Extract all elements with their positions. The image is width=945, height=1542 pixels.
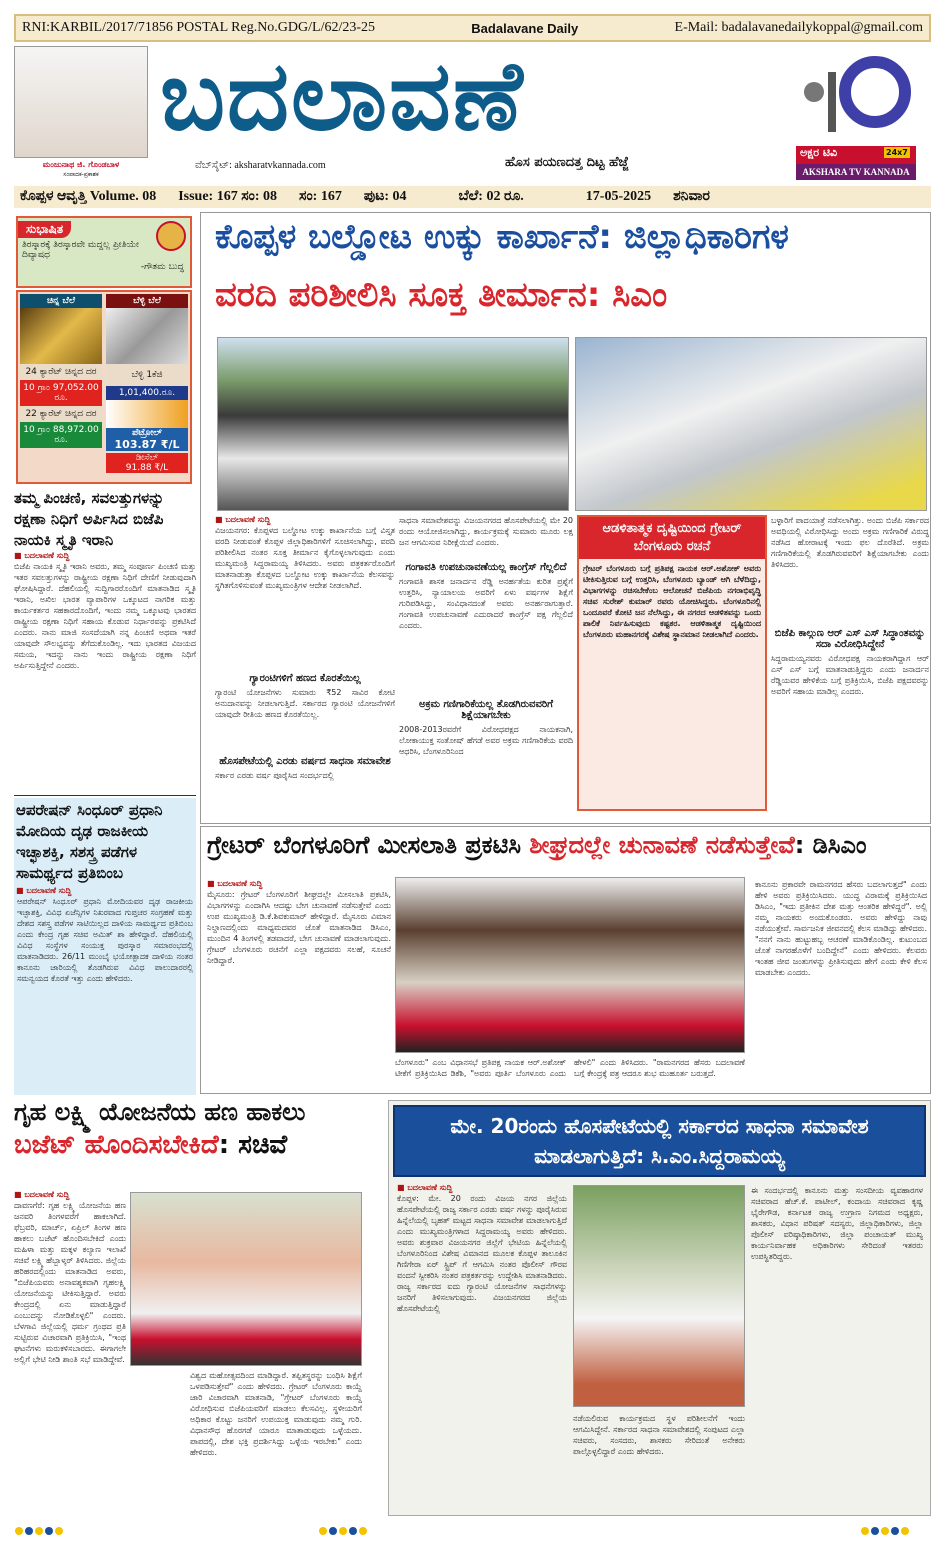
subhashita-author: -ಗೌತಮ ಬುದ್ಧ [140,262,184,272]
silver-label: ಬೆಳ್ಳಿ 1ಕೆಜಿ [106,364,188,386]
diesel-label: ಡೀಸೆಲ್ [106,453,188,463]
headline-part1: ಗ್ರೇಟರ್ ಬೆಂಗಳೂರಿಗೆ ಮೀಸಲಾತಿ ಪ್ರಕಟಿಸಿ [207,831,530,859]
gold22-label: 22 ಕ್ಯಾರೆಟ್ ಚಿನ್ನದ ದರ [20,406,102,422]
subhead: ಗ್ಯಾರಂಟಿಗಳಿಗೆ ಹಣದ ಕೊರತೆಯಿಲ್ಲ [249,673,361,684]
lead-col2b: ಗಂಗಾವತಿ ಶಾಸಕ ಜನಾರ್ದನ ರೆಡ್ಡಿ ಅನರ್ಹತೆಯ ಕುರಿತ ಪ್ರಶ್ನೆಗೆ ಉತ್ತರಿಸಿ, ನ್ಯಾಯಾಲಯ ಅವರಿಗೆ ಏಳು ವರ್ಷಗಳ ಶಿಕ್ಷೆಗೆ ಗುರಿಪಡಿಸಿದ್ದು, ಸಂವಿಧಾನದಂತೆ ಅವರು ಅನರ್ಹರಾಗುತ್ತಾರೆ. ಗಂಗಾವತಿ ಉಪಚುನಾವಣೆ ಎದುರಾದರೆ ಕಾಂಗ್ರೆಸ್ ಪಕ್ಷ ಗೆಲ್ಲಲಿದೆ ಎಂದರು. [399,577,573,630]
gold22-price: 10 ಗ್ರಾಂ 88,972.00 ರೂ. [20,422,102,448]
headline-part3: : ಡಿಸಿಎಂ [794,831,867,859]
subhead: ಗಂಗಾವತಿ ಉಪಚುನಾವಣೆಯಲ್ಲ ಕಾಂಗ್ರೆಸ್ ಗೆಲ್ಲಲಿದೆ [405,562,567,573]
dcm-col1: ಮೈಸೂರು: ಗ್ರೇಟರ್ ಬೆಂಗಳೂರಿಗೆ ಶೀಘ್ರದಲ್ಲೇ ಮೀಸಲಾತಿ ಪ್ರಕಟಿಸಿ, ವಿಭಾಗಗಳನ್ನು ಎಂದಾಗಿಸಿ ಆದಷ್ಟು ಬೇಗ ಚುನಾವಣೆ ನಡೆಸುತ್ತೇವೆ ಎಂದು ಉಪ ಮುಖ್ಯಮಂತ್ರಿ ಡಿ.ಕೆ.ಶಿವಕುಮಾರ್ ಹೇಳಿದ್ದಾರೆ. ಮೈಸೂರು ವಿಮಾನ ನಿಲ್ದಾಣದಲ್ಲಿಂದು ಮಾಧ್ಯಮದವರ ಜೊತೆ ಮಾತನಾಡಿದ ಡಿಸಿಎಂ, ಮುಂದಿನ 4 ತಿಂಗಳಲ್ಲಿ ತಡವಾದರೆ, ಬೇಗ ಚುನಾವಣೆ ಮಾಡಲಾಗುವುದು. ಗ್ರೇಟರ್ ಬೆಂಗಳೂರು ರಚನೆಗೆ ಎಲ್ಲಾ ಪಕ್ಷದವರು ಸಲಹೆ, ಸೂಚನೆ ನೀಡಿದ್ದಾರೆ. [207,890,391,965]
tv-247-badge: 24x7 [886,148,908,157]
tv-name: ಅಕ್ಷರ ಟಿವಿ [796,146,916,164]
sadhana-samavesha-story [388,1100,931,1516]
lead-col2c: 2008-2013ರವರೆಗೆ ವಿರೋಧಪಕ್ಷದ ನಾಯಕನಾಗಿ, ಲೋಕಾಯುಕ್ತ ಸಂತೋಷ್ ಹೆಗಡೆ ಅವರ ಅಕ್ರಮ ಗಣಿಗಾರಿಕೆಯ ವರದಿ ಆಧರಿಸಿ, ಬೆಂಗಳೂರಿನಿಂದ [399,725,573,756]
number: ಸಂ: 167 [299,189,342,204]
petrol-price: 103.87 ₹/L [106,438,188,451]
footer-dots-left [14,1520,64,1539]
lead-col1b: ಗ್ಯಾರಂಟಿ ಯೋಜನೆಗಳು ಸುಮಾರು ₹52 ಸಾವಿರ ಕೋಟಿ ಅನುದಾನವನ್ನು ನೀಡಲಾಗುತ್ತಿದೆ. ಸರ್ಕಾರದ ಗ್ಯಾರಂಟಿ ಯೋಜನೆಗಳಿಗೆ ಯಾವುದೇ ರೀತಿಯ ಹಣದ ಕೊರತೆಯಿಲ್ಲ. [215,688,395,719]
editor-name: ಮಂಜುನಾಥ ಜಿ. ಗೊಂಡಬಾಳ [42,160,120,169]
box-headline: ಆಡಳಿತಾತ್ಮಕ ದೃಷ್ಟಿಯಿಂದ ಗ್ರೇಟರ್ ಬೆಂಗಳೂರು ರಚನೆ [579,517,765,559]
lead-col1: ವಿಜಯನಗರ: ಕೊಪ್ಪಳದ ಬಲ್ಡೋಟ ಉಕ್ಕು ಕಾರ್ಖಾನೆಯ ಬಗ್ಗೆ ವಿಸ್ತೃತ ವರದಿ ನೀಡುವಂತೆ ಕೊಪ್ಪಳ ಜಿಲ್ಲಾಧಿಕಾರಿಗಳಿಗೆ ಸೂಚಿಸಲಾಗಿದ್ದು, ವರದಿ ಪರಿಶೀಲಿಸಿದ ನಂತರ ಸೂಕ್ತ ತೀರ್ಮಾನ ಕೈಗೊಳ್ಳಲಾಗುವುದು ಎಂದು ಮುಖ್ಯಮಂತ್ರಿ ಸಿದ್ದರಾಮಯ್ಯ ತಿಳಿಸಿದರು. ಅವರು ಪತ್ರಕರ್ತರೊಂದಿಗೆ ಮಾತನಾಡುತ್ತಾ ಕೊಪ್ಪಳದ ಬಲ್ಡೋಟ ಉಕ್ಕು ಕಾರ್ಖಾನೆಯ ಕೆಲಸವನ್ನು ಸ್ಥಗಿತಗೊಳಿಸುವಂತೆ ಮುಖ್ಯಮಂತ್ರಿಗಳ ಆದೇಶ ನೀಡಲಾಗಿದೆ. [215,526,395,590]
dcm-story [200,826,931,1094]
headline-line1: ಗೃಹ ಲಕ್ಷ್ಮಿ ಯೋಜನೆಯ ಹಣ ಹಾಕಲು [14,1098,306,1126]
article-smriti-irani [14,488,196,793]
silver-image [106,308,188,364]
lead-col1c: ಸರ್ಕಾರ ಎರಡು ವರ್ಷ ಪೂರೈಸಿದ ಸಂದರ್ಭದಲ್ಲಿ [215,771,334,780]
lead-col2: ಸಾಧನಾ ಸಮಾವೇಶವನ್ನು ವಿಜಯನಗರದ ಹೊಸಪೇಟೆಯಲ್ಲಿ ಮೇ 20 ರಂದು ಆಯೋಜಿಸಲಾಗಿದ್ದು, ಕಾರ್ಯಕ್ರಮಕ್ಕೆ ಸುಮಾರು ಮೂರು ಲಕ್ಷ ಜನ ಆಗಮಿಸುವ ನಿರೀಕ್ಷೆಯಿದೆ ಎಂದರು. [399,516,573,547]
subhead: ಹೊಸಪೇಟೆಯಲ್ಲಿ ಎರಡು ವರ್ಷದ ಸಾಧನಾ ಸಮಾವೇಶ [219,756,391,767]
pages: ಪುಟ: 04 [363,189,407,204]
byline: ■ ಬದಲಾವಣೆ ಸುದ್ದಿ [14,1190,70,1199]
date: 17-05-2025 [585,189,652,204]
subhead: ಬಿಜೆಪಿ ಕಾಲ್ಗುಣ ಆರ್ ಎಸ್ ಎಸ್ ಸಿದ್ಧಾಂತವನ್ನು ಸದಾ ವಿರೋಧಿಸಿದ್ದೇನೆ [774,628,926,650]
lead-photo-2 [575,337,927,511]
article-body: ಆಪರೇಷನ್ ಸಿಂಧೂರ್ ಪ್ರಧಾನಿ ಮೋದಿಯವರ ದೃಢ ರಾಜಕೀಯ ಇಚ್ಛಾಶಕ್ತಿ, ವಿವಿಧ ಏಜೆನ್ಸಿಗಳ ನಿಖರವಾದ ಗುಪ್ತಚರ ಸಂಗ್ರಹಣೆ ಮತ್ತು ದೇಶದ ಸಶಸ್ತ್ರ ಪಡೆಗಳ ಸಾಟಿಯಿಲ್ಲದ ದಾಳಿಯ ಸಾಮರ್ಥ್ಯದ ಪ್ರತಿಬಿಂಬ ಎಂದು ಕೇಂದ್ರ ಗೃಹ ಸಚಿವ ಅಮಿತ್ ಶಾ ಹೇಳಿದ್ದಾರೆ. ದೆಹಲಿಯಲ್ಲಿ ವಿವಿಧ ಸಂಸ್ಥೆಗಳ ಸಂಯುಕ್ತ ಪುರಸ್ಕಾರ ಸಮಾರಂಭದಲ್ಲಿ ಮಾತನಾಡಿದರು. 26/11 ಮುಂಬೈ ಭಯೋತ್ಪಾದಕ ದಾಳಿಯ ನಂತರ ಕಾನೂನು ಜಾರಿಯಲ್ಲಿ ತೊಡಗಿರುವ ವಿವಿಧ ಪಾಲುದಾರರಲ್ಲಿ ಸಮನ್ವಯದ ಕೊರತೆ ಇತ್ತು ಎಂದು ಹೇಳಿದರು. [17,897,193,983]
email: E-Mail: badalavanedailykoppal@gmail.com [674,20,923,35]
subhead: ಅಕ್ರಮ ಗಣಿಗಾರಿಕೆಯಲ್ಲ ತೊಡಗಿರುವವರಿಗೆ ಶಿಕ್ಷೆಯಾಗಬೇಕು [419,699,553,721]
gold24-label: 24 ಕ್ಯಾರೆಟ್ ಚಿನ್ನದ ದರ [20,364,102,380]
headline-line1: ಕೊಪ್ಪಳ ಬಲ್ಡೋಟ ಉಕ್ಕು ಕಾರ್ಖಾನೆ: ಜಿಲ್ಲಾಧಿಕಾರಿಗಳ [215,217,789,257]
greater-bengaluru-box [577,515,767,811]
dcm-photo [395,877,745,1053]
subhashita-box [16,216,192,288]
article-operation-sindoor [14,798,196,1095]
byline: ■ ಬದಲಾವಣೆ ಸುದ್ದಿ [397,1183,453,1192]
dcm-under-photo: ಬೆಂಗಳೂರು" ಎಂಬ ವಿಧಾನಸಭೆ ಪ್ರತಿಪಕ್ಷ ನಾಯಕ ಆರ್.ಅಶೋಕ್ ಟೀಕೆಗೆ ಪ್ರತಿಕ್ರಿಯಿಸಿದ ಡಿಕೆಶಿ, "ಅವರು ಪೂರ್ತಿ ಬೆಂಗಳೂರು ಎಂದು ಹೇಳಲಿ" ಎಂದು ತಿಳಿಸಿದರು. "ರಾಮನಗರದ ಹೆಸರು ಬದಲಾವಣೆ ಬಗ್ಗೆ ಕೇಂದ್ರಕ್ಕೆ ಪತ್ರ ಆದರೂ ಶುಭ ಮುಹೂರ್ತ ಬರುತ್ತದೆ. [395,1058,745,1078]
headline: ಮೇ. 20ರಂದು ಹೊಸಪೇಟೆಯಲ್ಲಿ ಸರ್ಕಾರದ ಸಾಧನಾ ಸಮಾವೇಶ ಮಾಡಲಾಗುತ್ತಿದೆ: ಸಿ.ಎಂ.ಸಿದ್ದರಾಮಯ್ಯ [393,1105,926,1177]
gl-col2: ವಿಶ್ವದ ಮಹೋತ್ಸವದಿಂದ ಮಾಡಿದ್ದಾರೆ. ತಪ್ಪಿತಸ್ಥರನ್ನು ಬಂಧಿಸಿ ಶಿಕ್ಷೆಗೆ ಒಳಪಡಿಸುತ್ತೇವೆ" ಎಂದು ಹೇಳಿದರು. ಗ್ರೇಟರ್ ಬೆಂಗಳೂರು ಕಾಯ್ದೆ ಜಾರಿ ವಿಚಾರವಾಗಿ ಮಾತನಾಡಿ, "ಗ್ರೇಟರ್ ಬೆಂಗಳೂರು ಕಾಯ್ದೆ ವಿರೋಧಿಸುವ ಬಿಜೆಪಿಯವರಿಗೆ ಮಾಡಲು ಕೆಲಸವಿಲ್ಲ. ಸ್ಥಳೀಯರಿಗೆ ಅಧಿಕಾರ ಕೊಟ್ಟು ಜನರಿಗೆ ಉಪಯುಕ್ತ ಮಾಡುವುದು ನಮ್ಮ ಗುರಿ. ವಿಧಾನಸೌಧ ಹೊರಗಡೆ ಯಾರೂ ಮಾತಾಡುವುದು ಒಳ್ಳೆಯದು. ಪಾಪದಲ್ಲಿ, ದೇಶ ಭಕ್ತಿ ಪ್ರದರ್ಶಿಸಿದ್ದು ಒಳ್ಳೆಯ ಇರಬೇಕು" ಎಂದು ಹೇಳಿದರು. [190,1371,362,1457]
gl-col1: ದಾವಣಗೆರೆ: ಗೃಹ ಲಕ್ಷ್ಮಿ ಯೋಜನೆಯ ಹಣ ಜನವರಿ ತಿಂಗಳವರೆಗೆ ಹಾಕಲಾಗಿದೆ. ಫೆಬ್ರವರಿ, ಮಾರ್ಚ್, ಏಪ್ರಿಲ್ ತಿಂಗಳ ಹಣ ಹಾಕಲು ಬಜೆಟ್ ಹೊಂದಿಸಬೇಕಿದೆ ಎಂದು ಮಹಿಳಾ ಮತ್ತು ಮಕ್ಕಳ ಕಲ್ಯಾಣ ಇಲಾಖೆ ಸಚಿವೆ ಲಕ್ಷ್ಮಿ ಹೆಬ್ಬಾಳ್ಕರ್ ತಿಳಿಸಿದರು. ಜಿಲ್ಲೆಯ ಹರಿಹರದಲ್ಲಿಂದು ಮಾತನಾಡಿದ ಅವರು, "ಬಿಜೆಪಿಯವರು ಅನಾವಶ್ಯಕವಾಗಿ ಗೃಹಲಕ್ಷ್ಮಿ ಯೋಜನೆಯನ್ನು ಟೀಕಿಸುತ್ತಿದ್ದಾರೆ. ಅವರು ಕೇಂದ್ರದಲ್ಲಿ ಏನು ಮಾಡುತ್ತಿದ್ದಾರೆ ಎಂಬುದನ್ನು ನೋಡಿಕೊಳ್ಳಲಿ" ಎಂದರು. ಬೆಳಗಾವಿ ಜಿಲ್ಲೆಯಲ್ಲಿ ಧರ್ಮ ಗ್ರಂಥದ ಪ್ರತಿ ಸುಟ್ಟಿರುವ ವಿಚಾರವಾಗಿ ಪ್ರತಿಕ್ರಿಯಿಸಿ, "ಇಂಥ ಘಟನೆಗಳು ಮರುಕಳಿಸಬಾರದು. ಈಗಾಗಲೇ ಅಲ್ಲಿಗೆ ಭೇಟಿ ನೀಡಿ ಶಾಂತಿ ಸಭೆ ಮಾಡಿದ್ದೇವೆ. [14,1201,126,1364]
byline: ■ ಬದಲಾವಣೆ ಸುದ್ದಿ [16,886,72,895]
price-box [16,290,192,484]
byline: ■ ಬದಲಾವಣೆ ಸುದ್ದಿ [207,879,263,888]
silver-title: ಬೆಳ್ಳಿ ಬೆಲೆ [106,294,188,308]
lead-col4b: ಸಿದ್ದರಾಮಯ್ಯನವರು ವಿರೋಧಪಕ್ಷ ನಾಯಕರಾಗಿದ್ದಾಗ ಆರ್ ಎಸ್ ಎಸ್ ಬಗ್ಗೆ ಮಾತನಾಡುತ್ತಿದ್ದರು ಎಂದು ಜನಾರ್ದನ ರೆಡ್ಡಿಯವರ ಹೇಳಿಕೆಯ ಬಗ್ಗೆ ಪ್ರತಿಕ್ರಿಯಿಸಿ, ಬಿಜೆಪಿ ಪಕ್ಷದವರನ್ನು ಅವರಿಗೆ ಸಹಾಯ ಮಾಡಿಲ್ಲ ಎಂದರು. [771,654,929,696]
footer-dots-center [318,1520,368,1539]
byline: ■ ಬದಲಾವಣೆ ಸುದ್ದಿ [215,515,271,524]
subhashita-label: ಸುಭಾಷಿತ [18,221,71,238]
edition: ಕೊಪ್ಪಳ ಆವೃತ್ತಿ Volume. 08 [20,189,157,204]
masthead-logo: ಬದಲಾವಣೆ [160,40,525,152]
paper-name-en: Badalavane Daily [471,20,579,36]
issue-info-bar [14,186,931,208]
dcm-col3: ಕಾನೂನು ಪ್ರಕಾರವೇ ರಾಮನಗರದ ಹೆಸರು ಬದಲಾಗುತ್ತದೆ" ಎಂದು ಹೇಳಿ ಅವರು ಪ್ರತಿಕ್ರಿಯಿಸಿದರು. ಯುದ್ಧ ವಿರಾಮಕ್ಕೆ ಪ್ರತಿಕ್ರಿಯಿಸಿದ ಡಿಸಿಎಂ, "ಇದು ಪ್ರತೀಕಿನ ದೇಶ ಮತ್ತು ಆಂತರಿಕ ಹೇಳಿದ್ದರೆ". ಅಲ್ಲಿ ನಮ್ಮ ನಾಯಕರು ಅಂದುಕೊಂಡರು. ಅವರು ಹೇಳಿದ್ದು ನಾವು ನಡೆಯುತ್ತೇವೆ. ಸಾರ್ವಜನಿಕ ಜೀವನದಲ್ಲಿ ಕೆಲಸ ಮಾಡಿದ್ದು ಹೇಳಿದರು. "ನನಗೆ ನಾನು ಹುಟ್ಟುಹಬ್ಬ ಆಚರಣೆ ಮಾಡಿಕೊಂಡಿಲ್ಲ. ಕುಟುಂಬದ ಜೊತೆ ನಾಗರಹೊಳೆಗೆ ಬಂದಿದ್ದೇನೆ" ಎಂದು ಹೇಳಿದರು. ಕೆಲವರು ಇಂತಹ ಜೀವ ಜಂತುಗಳನ್ನು ಪ್ರೀತಿಸುವುದು ಹೇಗೆ ಎಂದು ಕೇಳಿ ಕೆಲಸ ಮಾಡಬೇಕು ಎಂದರು. [755,880,927,977]
subhashita-text: ತಿರಸ್ಕಾರಕ್ಕೆ ತಿರಸ್ಕಾರವೇ ಮದ್ದಲ್ಲ ಪ್ರೀತಿಯೇ ದಿವ್ಯಾಷಧ [22,240,139,260]
byline: ■ ಬದಲಾವಣೆ ಸುದ್ದಿ [14,551,70,560]
headline-line2: ವರದಿ ಪರಿಶೀಲಿಸಿ ಸೂಕ್ತ ತೀರ್ಮಾನ: ಸಿಎಂ [215,275,668,315]
divider [14,795,196,796]
headline: ಆಪರೇಷನ್ ಸಿಂಧೂರ್ ಪ್ರಧಾನಿ ಮೋದಿಯ ದೃಢ ರಾಜಕೀಯ ಇಚ್ಛಾಶಕ್ತಿ, ಸಶಸ್ತ್ರ ಪಡೆಗಳ ಸಾಮರ್ಥ್ಯದ ಪ್ರತಿಬಿಂಬ [16,801,163,882]
article-body: ಬಿಜೆಪಿ ನಾಯಕಿ ಸ್ಮೃತಿ ಇರಾನಿ ಅವರು, ತಮ್ಮ ಸಂಪೂರ್ಣ ಪಿಂಚಣಿ ಮತ್ತು ಇತರ ಸವಲತ್ತುಗಳನ್ನು ರಾಷ್ಟ್ರೀಯ ರಕ್ಷಣಾ ನಿಧಿಗೆ ದೇಣಿಗೆ ನೀಡುವುದಾಗಿ ಘೋಷಿಸಿದ್ದಾರೆ. ದೆಹಲಿಯಲ್ಲಿ ಸುದ್ದಿಗಾರರೊಂದಿಗೆ ಮಾತನಾಡಿದ ಸ್ಮೃತಿ ಇರಾನಿ, ಅಖಿಲ ಭಾರತ ವ್ಯಾಪಾರಿಗಳ ಒಕ್ಕೂಟದ ನಾಗರಿಕ ಮತ್ತು ಕಾರ್ಯಕರ್ತರ ಸಹಕಾರದೊಂದಿಗೆ, ಇಂದು ನಮ್ಮ ಒಕ್ಕೂಟವು ಭಾರತದ ರಾಷ್ಟ್ರೀಯ ರಕ್ಷಣಾ ನಿಧಿಗೆ ಸಹಾಯ ಕೊಡುವ ನಿರ್ಧಾರವನ್ನು ಪ್ರಕಟಿಸಿದೆ ಎಂದರು. ನಾನು ಮಾಜಿ ಸಂಸದೆಯಾಗಿ ನನ್ನ ಪಿಂಚಣಿ ಅಥವಾ ಇತರೆ ಯಾವುದೇ ಸೌಲಭ್ಯವನ್ನು ತೆಗೆದುಕೊಂಡಿಲ್ಲ. ಇದು ಭಾರತದ ವಿಜಯದ ಸಮಯ, ಇದನ್ನು ನಾನು ಇಂದು ರಾಷ್ಟ್ರೀಯ ರಕ್ಷಣಾ ನಿಧಿಗೆ ಅರ್ಪಿಸುತ್ತಿದ್ದೇನೆ ಎಂದರು. [14,562,196,670]
tv-logo-icon [800,52,920,142]
fuel-pump-icon [106,400,188,428]
lead-photo-1 [217,337,569,511]
website: ವೆಬ್‌ಸೈಟ್: aksharatvkannada.com [195,160,326,171]
lead-col4: ಬಳ್ಳಾರಿಗೆ ಪಾದಯಾತ್ರೆ ನಡೆಸಲಾಗಿತ್ತು. ಅಂದು ಬಿಜೆಪಿ ಸರ್ಕಾರದ ಅವಧಿಯಲ್ಲಿ ವಿರೋಧಿಸಿದ್ದು ಅಂದು ಅಕ್ರಮ ಗಣಿಗಾರಿಕೆ ವಿರುದ್ಧ ನಡೆಸಿದ ಹೋರಾಟಕ್ಕೆ ಇಂದು ಫಲ ದೊರೆತಿದೆ. ಅಕ್ರಮ ಗಣಿಗಾರಿಕೆಯಲ್ಲಿ ತೊಡಗಿರುವವರಿಗೆ ಶಿಕ್ಷೆಯಾಗಬೇಕು ಎಂದು ತಿಳಿಸಿದರು. [771,516,929,569]
ss-col1: ಕೊಪ್ಪಳ: ಮೇ. 20 ರಂದು ವಿಜಯ ನಗರ ಜಿಲ್ಲೆಯ ಹೊಸಪೇಟೆಯಲ್ಲಿ ರಾಜ್ಯ ಸರ್ಕಾರ ಎರಡು ವರ್ಷ ಗಳನ್ನು ಪೂರೈಸಿರುವ ಹಿನ್ನೆಲೆಯಲ್ಲಿ ಬೃಹತ್ ಮಟ್ಟದ ಸಾಧನಾ ಸಮಾವೇಶ ಮಾಡಲಾಗುತ್ತಿದೆ ಎಂದು ಮುಖ್ಯಮಂತ್ರಿಗಳಾದ ಸಿದ್ದರಾಮಯ್ಯ ಅವರು ಹೇಳಿದರು. ಅವರು ಶುಕ್ರವಾರ ವಿಜಯನಗರ ಜಿಲ್ಲೆಗೆ ಭೇಟಿಯ ಹಿನ್ನೆಲೆಯಲ್ಲಿ ಬೆಂಗಳೂರಿನಿಂದ ವಿಶೇಷ ವಿಮಾನದ ಮೂಲಕ ಕೊಪ್ಪಳ ತಾಲೂಕಿನ ಗಿಣಿಗೇರಾ ಏರ್ ಸ್ಟ್ರಿಪ್ ಗೆ ಆಗಮಿಸಿ ನಂತರ ಪೊಲೀಸ್ ಗೌರವ ವಂದನೆ ಸ್ವೀಕರಿಸಿ ನಂತರ ಪತ್ರಕರ್ತರನ್ನು ಉದ್ದೇಶಿಸಿ ಮಾತನಾಡಿದರು. ರಾಜ್ಯ ಸರ್ಕಾರದ ಐದು ಗ್ಯಾರಂಟಿ ಯೋಜನೆಗಳ ಸಾಧನೆಗಳನ್ನು ಜನರಿಗೆ ತಿಳಿಸಲಾಗುವುದು. ವಿಜಯನಗರದ ಜಿಲ್ಲೆಯ ಹೊಸಪೇಟೆಯಲ್ಲಿ [397,1194,567,1313]
silver-price: 1,01,400.ರೂ. [106,386,188,400]
ss-col2: ನಡೆಯಲಿರುವ ಕಾರ್ಯಕ್ರಮದ ಸ್ಥಳ ಪರಿಶೀಲನೆಗೆ ಇಂದು ಆಗಮಿಸಿದ್ದೇನೆ. ಸರ್ಕಾರದ ಸಾಧನಾ ಸಮಾವೇಶದಲ್ಲಿ ಸಂಪುಟದ ಎಲ್ಲಾ ಸಚಿವರು, ಸಂಸದರು, ಶಾಸಕರು ಸೇರಿದಂತೆ ಅನೇಕರು ಪಾಲ್ಗೊಳ್ಳಲಿದ್ದಾರೆ ಎಂದು ಹೇಳಿದರು. [573,1414,745,1456]
registration-number: RNI:KARBIL/2017/71856 POSTAL Reg.No.GDG/L/62/23-25 [22,20,376,35]
headline-part2: : ಸಚಿವೆ [218,1130,288,1160]
buddha-icon [156,221,186,251]
box-body: ಗ್ರೇಟರ್ ಬೆಂಗಳೂರು ಬಗ್ಗೆ ಪ್ರತಿಪಕ್ಷ ನಾಯಕ ಆರ್.ಅಶೋಕ್ ಅವರು ಟೀಕಿಸುತ್ತಿರುವ ಬಗ್ಗೆ ಉತ್ತರಿಸಿ, ಬೆಂಗಳೂರು ಬ್ಯಾಂಡ್ ಆಗಿ ಬೆಳೆದಿದ್ದು, ವಿಭಾಗಗಳನ್ನು ರಚಿಸಬೇಕೆಂಬ ಆಲೋಚನೆ ಬಿಜೆಪಿಯ ನಗರಾಭಿವೃದ್ಧಿ ಸಚಿವ ಸುರೇಶ್ ಕುಮಾರ್ ರವರು ಯೋಚಿಸಿದ್ದರು. ಬೆಂಗಳೂರಿನಲ್ಲಿ ಒಂದೂವರೆ ಕೋಟಿ ಜನ ನೆಲೆಸಿದ್ದು, ಈ ನಗರದ ಆಡಳಿತವನ್ನು ಒಂದು ಪಾಲಿಕೆ ನಿರ್ವಹಿಸುವುದು ಕಷ್ಟಕರ. ಆಡಳಿತಾತ್ಮಕ ದೃಷ್ಟಿಯಿಂದ ಬೆಂಗಳೂರು ಮಹಾನಗರಕ್ಕೆ ವಿಶೇಷ ಸ್ಥಾನಮಾನ ನೀಡಲಾಗಿದೆ ಎಂದರು. [583,564,761,639]
top-info-bar [14,14,931,42]
tv-name-en: AKSHARA TV KANNADA [796,164,916,180]
footer-dots-right [860,1520,910,1539]
headline-part1: ಬಜೆಟ್ ಹೊಂದಿಸಬೇಕಿದೆ [14,1130,219,1160]
ss-col3: ಈ ಸಂದರ್ಭದಲ್ಲಿ ಕಾನೂನು ಮತ್ತು ಸಂಸದೀಯ ವ್ಯವಹಾರಗಳ ಸಚಿವರಾದ ಹೆಚ್.ಕೆ. ಪಾಟೀಲ್, ಕಂದಾಯ ಸಚಿವರಾದ ಕೃಷ್ಣ ಭೈರೇಗೌಡ, ಕರ್ನಾಟಕ ರಾಜ್ಯ ಉಗ್ರಾಣ ನಿಗಮದ ಅಧ್ಯಕ್ಷರು, ಶಾಸಕರು, ವಿಧಾನ ಪರಿಷತ್ ಸದಸ್ಯರು, ಜಿಲ್ಲಾಧಿಕಾರಿಗಳು, ಜಿಲ್ಲಾ ಪೊಲೀಸ್ ವರಿಷ್ಠಾಧಿಕಾರಿಗಳು, ಜಿಲ್ಲಾ ಪಂಚಾಯತ್ ಮುಖ್ಯ ಕಾರ್ಯನಿರ್ವಾಹಕ ಅಧಿಕಾರಿಗಳು ಸೇರಿದಂತೆ ಇತರರು ಉಪಸ್ಥಿತರಿದ್ದರು. [751,1186,923,1261]
tagline: ಹೊಸ ಪಯಣದತ್ತ ದಿಟ್ಟ ಹೆಜ್ಜೆ [505,155,629,170]
petrol-label: ಪೆಟ್ರೋಲ್ [106,428,188,438]
cm-photo [573,1185,745,1407]
gold-image [20,308,102,364]
price: ಬೆಲೆ: 02 ರೂ. [458,189,524,204]
editor-photo [14,46,148,158]
diesel-price: 91.88 ₹/L [106,463,188,473]
headline: ತಮ್ಮ ಪಿಂಚಣಿ, ಸವಲತ್ತುಗಳನ್ನು ರಕ್ಷಣಾ ನಿಧಿಗೆ ಅರ್ಪಿಸಿದ ಬಿಜೆಪಿ ನಾಯಕಿ ಸ್ಮೃತಿ ಇರಾನಿ [14,489,165,549]
headline-part2: ಶೀಘ್ರದಲ್ಲೇ ಚುನಾವಣೆ ನಡೆಸುತ್ತೇವೆ [529,831,795,859]
gruha-lakshmi-story [14,1098,382,1516]
lead-story [200,212,931,824]
weekday: ಶನಿವಾರ [673,189,710,204]
issue: Issue: 167 ಸಂ: 08 [178,189,278,204]
gold-title: ಚಿನ್ನ ಬೆಲೆ [20,294,102,308]
gold24-price: 10 ಗ್ರಾಂ 97,052.00 ರೂ. [20,380,102,406]
minister-photo [130,1192,362,1366]
editor-role: ಸಂಪಾದಕ-ಪ್ರಕಾಶಕ [63,171,99,178]
